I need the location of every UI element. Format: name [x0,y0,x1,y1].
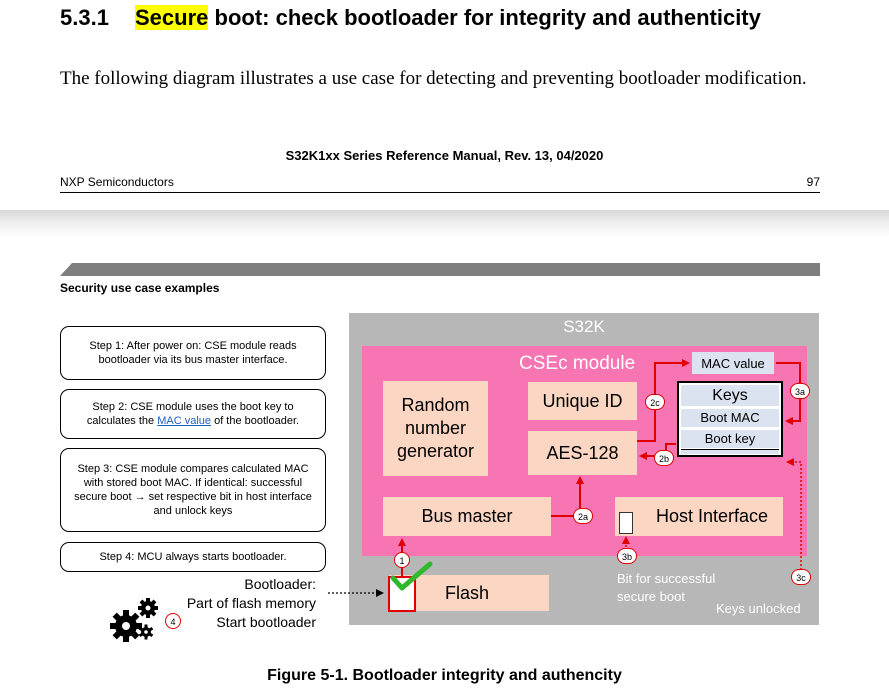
badge-3b: 3b [617,548,637,564]
badge-2a: 2a [573,508,593,524]
arrow-3c [788,462,801,570]
host-interface-label: Host Interface [655,506,769,526]
step-2-text-start: Step 2: CSE module uses the boot key to calculates the [86,401,294,427]
figure-caption: Figure 5-1. Bootloader integrity and authencity [267,667,622,684]
step-3-text: Step 3: CSE module compares calculated MAC with stored boot MAC. If identical: successful secure boot → set respective bit in host interface and unlock keys [74,463,312,517]
section-title-rest: boot: check bootloader for integrity and authenticity [208,5,761,30]
bootloader-label: Bootloader: [244,576,316,592]
step-1-text: Step 1: After power on: CSE module reads bootloader via its bus master interface. [89,340,297,366]
unique-id-label: Unique ID [542,390,623,411]
badge-4: 4 [165,613,181,629]
keys-title: Keys [681,385,779,406]
boot-mac-row: Boot MAC [681,409,779,427]
bus-master-label: Bus master [421,506,513,526]
badge-3c: 3c [791,569,811,585]
badge-3a: 3a [790,383,810,399]
step-2-text-end: of the bootloader. [211,415,300,427]
bit-note-line-2: secure boot [617,589,685,604]
section-title-highlight: Secure [135,5,209,30]
start-bootloader-label: Start bootloader [216,614,316,630]
bit-note-line-1: Bit for successful [617,571,716,586]
section-number: 5.3.1 [60,5,109,30]
badge-1: 1 [394,552,410,568]
part-of-flash-label: Part of flash memory [186,595,316,611]
keys-unlocked-note: Keys unlocked [716,601,801,616]
badge-2b: 2b [654,450,674,466]
footer-manual-title: S32K1xx Series Reference Manual, Rev. 13, 04/2020 [285,148,604,163]
footer-page-number: 97 [806,175,820,189]
flash-label: Flash [445,582,490,603]
mac-value-link[interactable]: MAC value [157,415,212,427]
aes-label: AES-128 [546,442,619,463]
mac-value-box: MAC value [692,352,774,374]
badge-2c: 2c [645,394,665,410]
running-head: Security use case examples [60,281,220,295]
s32k-title: S32K [563,317,605,336]
boot-key-row: Boot key [681,430,779,448]
step-4-text: Step 4: MCU always starts bootloader. [99,551,287,563]
csec-module-title: CSEc module [519,353,636,374]
footer-company: NXP Semiconductors [60,175,174,189]
rng-label: Random number generator [396,395,475,461]
intro-paragraph: The following diagram illustrates a use case for detecting and preventing bootloader modification. [60,68,807,89]
